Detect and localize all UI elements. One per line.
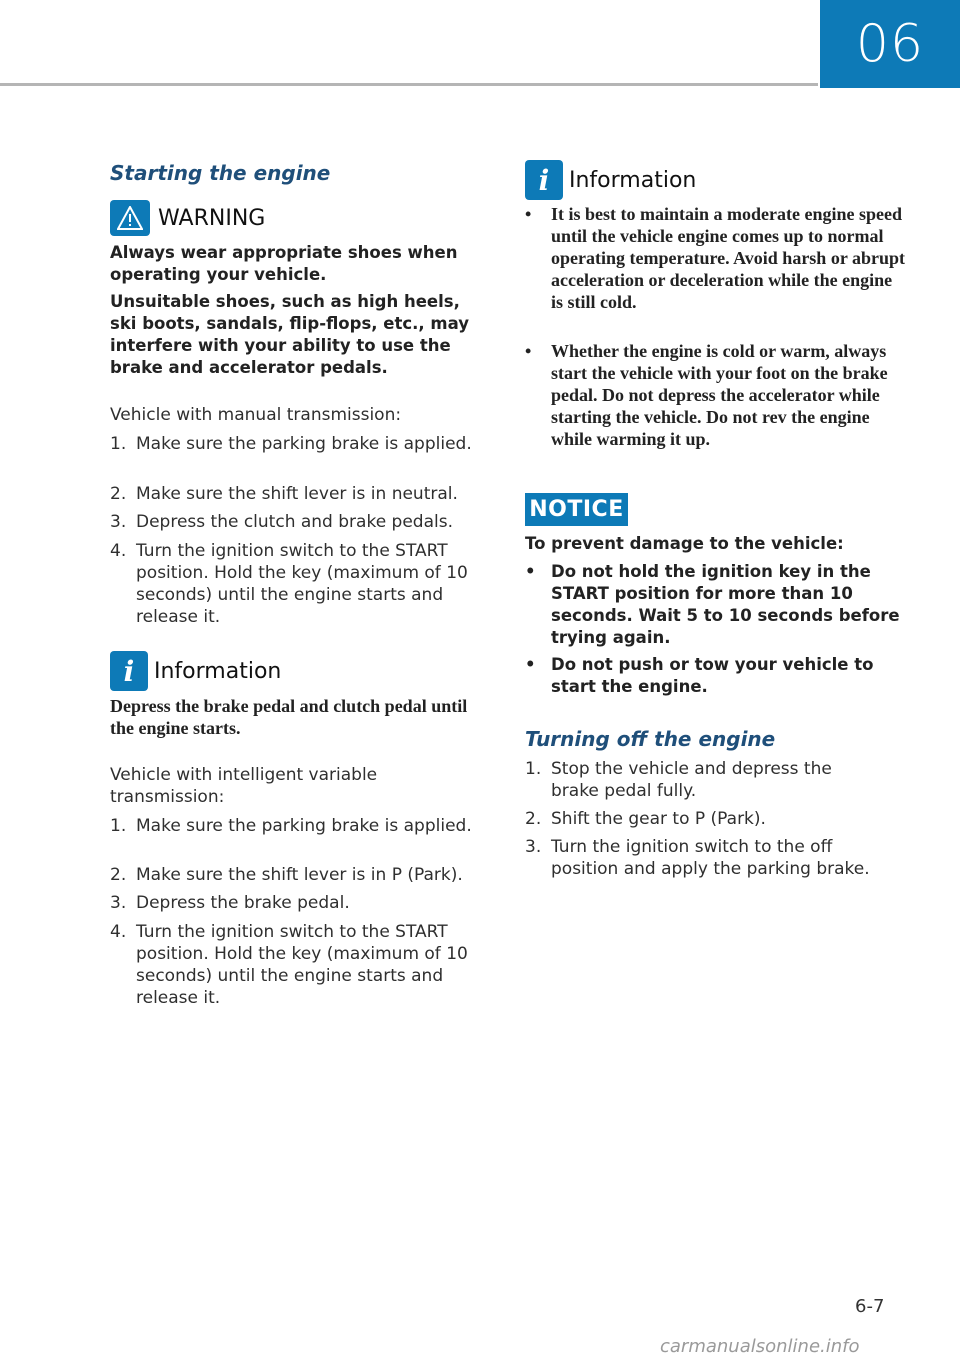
list-item: [110, 483, 495, 505]
manual-intro: Vehicle with manual transmission:: [110, 405, 402, 425]
list-item: [525, 758, 895, 802]
info-icon: i: [525, 160, 563, 200]
section-title-starting: Starting the engine: [110, 161, 331, 185]
watermark: carmanualsonline.info: [660, 1336, 860, 1357]
item-text: It is best to maintain a moderate engine speed until the vehicle engine comes up to normal operating temperature. Avoid harsh or abrupt acceleration or deceleration while the engine is still cold.: [551, 204, 905, 312]
bullet-icon: •: [525, 562, 536, 581]
item-number: 1.: [110, 816, 127, 836]
warning-icon: [110, 200, 150, 236]
bullet-icon: •: [525, 341, 532, 361]
list-item: [110, 433, 495, 455]
info-text: Depress the brake pedal and clutch pedal until the engine starts.: [110, 696, 468, 738]
notice-intro: To prevent damage to the vehicle:: [525, 534, 844, 553]
warning-text-2: Unsuitable shoes, such as high heels, ski boots, sandals, flip-flops, etc., may interfere with your ability to use the brake and accelerator pedals.: [110, 292, 470, 377]
warning-header: [110, 200, 265, 236]
header-rule: [0, 83, 818, 86]
item-text: Make sure the shift lever is in neutral.: [136, 484, 458, 504]
list-item: [110, 511, 495, 533]
item-text: Do not hold the ignition key in the START position for more than 10 seconds. Wait 5 to 10 seconds before trying again.: [551, 562, 900, 647]
item-text: Make sure the parking brake is applied.: [136, 434, 472, 454]
info-title: Information: [569, 167, 697, 193]
item-text: Make sure the parking brake is applied.: [136, 816, 472, 836]
list-item: [525, 340, 905, 450]
item-text: Stop the vehicle and depress the brake pedal fully.: [551, 759, 832, 801]
item-text: Turn the ignition switch to the START position. Hold the key (maximum of 10 seconds) until the engine starts and release it.: [136, 541, 468, 627]
list-item: [110, 921, 495, 1009]
item-number: 4.: [110, 541, 127, 561]
list-item: [110, 864, 495, 886]
section-title-turning-off: Turning off the engine: [525, 727, 776, 751]
list-item: [525, 203, 905, 313]
list-item: [525, 561, 905, 649]
chapter-tab: 06: [820, 0, 960, 88]
item-number: 4.: [110, 922, 127, 942]
info-header-left: [110, 651, 281, 691]
list-item: [110, 540, 495, 628]
item-number: 3.: [110, 893, 127, 913]
item-number: 3.: [525, 837, 542, 857]
list-item: [525, 654, 905, 698]
item-text: Do not push or tow your vehicle to start the engine.: [551, 655, 874, 696]
info-header-right: [525, 160, 696, 200]
info-title: Information: [154, 658, 282, 684]
item-number: 2.: [525, 809, 542, 829]
notice-badge: NOTICE: [525, 493, 628, 526]
item-text: Depress the brake pedal.: [136, 893, 350, 913]
bullet-icon: •: [525, 204, 532, 224]
item-number: 1.: [525, 759, 542, 779]
item-text: Make sure the shift lever is in P (Park).: [136, 865, 463, 885]
item-number: 2.: [110, 484, 127, 504]
list-item: [110, 892, 495, 914]
list-item: [525, 808, 895, 830]
item-text: Whether the engine is cold or warm, always start the vehicle with your foot on the brake pedal. Do not depress the accelerator while starting the vehicle. Do not rev the engine while warming it up.: [551, 341, 888, 449]
info-icon: i: [110, 651, 148, 691]
warning-title: WARNING: [158, 205, 266, 231]
bullet-icon: •: [525, 655, 536, 674]
item-number: 2.: [110, 865, 127, 885]
item-text: Depress the clutch and brake pedals.: [136, 512, 453, 532]
item-text: Turn the ignition switch to the off position and apply the parking brake.: [551, 837, 870, 879]
list-item: [110, 815, 495, 837]
item-text: Shift the gear to P (Park).: [551, 809, 766, 829]
item-number: 3.: [110, 512, 127, 532]
ivt-intro: Vehicle with intelligent variable transmission:: [110, 765, 378, 807]
page-number: 6-7: [855, 1296, 885, 1317]
list-item: [525, 836, 895, 880]
item-number: 1.: [110, 434, 127, 454]
item-text: Turn the ignition switch to the START position. Hold the key (maximum of 10 seconds) until the engine starts and release it.: [136, 922, 468, 1008]
warning-text-1: Always wear appropriate shoes when operating your vehicle.: [110, 243, 458, 284]
